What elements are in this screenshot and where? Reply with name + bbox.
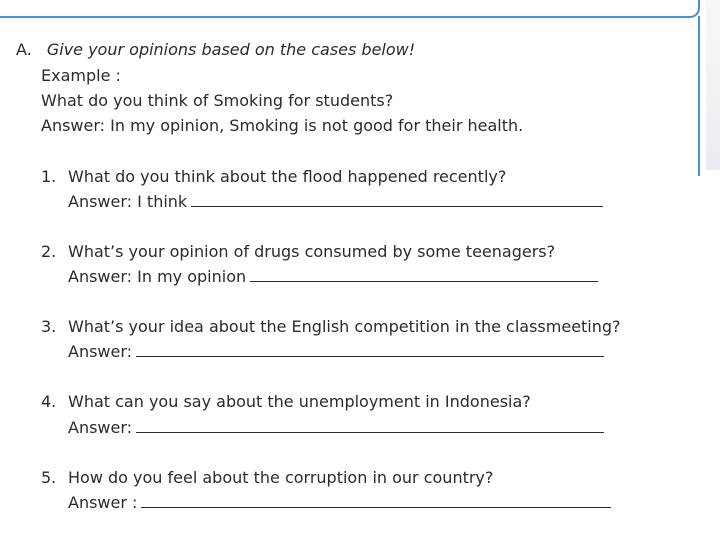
question-5 [41,468,494,488]
question-text: What do you think about the flood happened recently? [68,167,507,186]
question-1 [41,167,507,187]
question-2 [41,242,556,262]
question-text: What’s your idea about the English competition in the classmeeting? [68,317,621,336]
example-label: Example : [41,66,121,85]
answer-line-3 [68,342,604,362]
answer-line-1 [68,192,603,212]
answer-line-5 [68,493,611,513]
slide-frame-top [0,0,700,18]
question-text: How do you feel about the corruption in our country? [68,468,494,487]
example-question: What do you think of Smoking for students? [41,91,394,110]
question-number: 1. [41,167,57,186]
slide-frame-side [698,16,700,176]
example-answer: Answer: In my opinion, Smoking is not good for their health. [41,116,524,135]
question-number: 2. [41,242,57,261]
answer-prefix: Answer: In my opinion [68,267,247,286]
question-text: What can you say about the unemployment in Indonesia? [68,392,531,411]
answer-line-4 [68,418,604,438]
question-number: 4. [41,392,57,411]
answer-blank[interactable] [136,342,604,357]
section-header [16,40,415,60]
question-3 [41,317,621,337]
answer-prefix: Answer : [68,493,138,512]
answer-prefix: Answer: [68,342,133,361]
answer-line-2 [68,267,598,287]
answer-prefix: Answer: [68,418,133,437]
question-4 [41,392,531,412]
answer-blank[interactable] [191,192,603,207]
answer-blank[interactable] [141,493,611,508]
section-instruction: Give your opinions based on the cases below! [46,40,416,59]
slide-edge-accent [706,0,720,170]
answer-blank[interactable] [250,267,598,282]
question-number: 5. [41,468,57,487]
question-number: 3. [41,317,57,336]
answer-prefix: Answer: I think [68,192,188,211]
section-marker: A. [16,40,32,59]
question-text: What’s your opinion of drugs consumed by some teenagers? [68,242,556,261]
answer-blank[interactable] [136,418,604,433]
